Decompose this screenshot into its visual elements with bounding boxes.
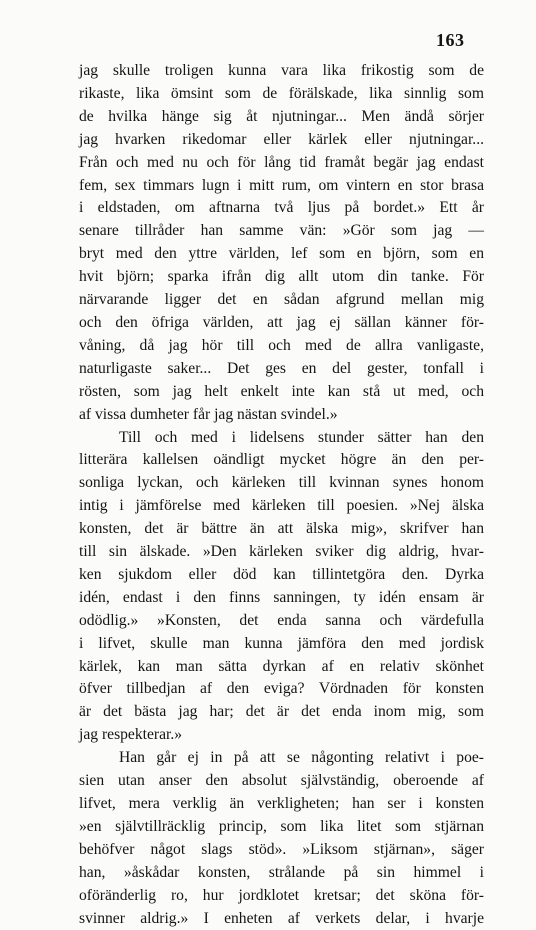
text-line: bryt med den yttre världen, lef som en björn, som en [79, 245, 484, 263]
text-line: kärlek, kan man sätta dyrkan af en relativ skönhet [79, 657, 484, 675]
text-line: jag skulle troligen kunna vara lika frikostig som de [79, 62, 484, 79]
text-line: konsten, det är bättre än att älska mig», skrifver han [79, 520, 484, 538]
text-line: Han går ej in på att se någonting relativt i poe- [119, 749, 484, 767]
text-line: i eldstaden, om aftnarna två ljus på bordet.» Ett år [79, 199, 484, 217]
text-line: odödlig.» »Konsten, det enda sanna och värdefulla [79, 611, 484, 629]
text-line: ken sjukdom eller död kan tillintetgöra den. Dyrka [79, 565, 484, 583]
text-line: rösten, som jag helt enkelt inte kan stå ut med, och [79, 382, 484, 400]
text-line: och den öfriga världen, att jag ej sällan känner för- [79, 313, 484, 331]
text-line: han, »åskådar konsten, strålande på sin himmel i [79, 863, 484, 881]
text-line: är det bästa jag har; det är det enda inom mig, som [79, 703, 484, 721]
text-line: litterära kallelsen oändligt mycket högre än den per- [79, 451, 484, 469]
text-line: de hvilka hänge sig åt njutningar... Men ändå sörjer [79, 107, 484, 125]
text-line: sien utan anser den absolut självständig, oberoende af [79, 772, 484, 790]
text-line: hvit björn; sparka ifrån dig allt utom din tanke. För [79, 268, 484, 286]
text-line: fem, sex timmars lugn i mitt rum, om vintern en stor brasa [79, 176, 484, 194]
text-line: idén, endast i den finns sanningen, ty idén ensam är [79, 588, 484, 606]
text-line: Från och med nu och för lång tid framåt begär jag endast [79, 153, 484, 171]
text-line: »en självtillräcklig princip, som lika litet som stjärnan [79, 817, 484, 835]
text-line: rikaste, lika ömsint som de förälskade, lika sinnlig som [79, 84, 484, 102]
text-line: intig i jämförelse med kärleken till poesien. »Nej älska [79, 497, 484, 515]
text-line: jag hvarken rikedomar eller kärlek eller njutningar... [79, 130, 484, 148]
text-line: svinner aldrig.» I enheten af verkets delar, i hvarje [79, 909, 484, 927]
text-line: öfver tillbedjan af den eviga? Vördnaden för konsten [79, 680, 484, 698]
page-number: 163 [436, 30, 465, 50]
text-line: i lifvet, skulle man kunna jämföra den med jordisk [79, 634, 484, 652]
text-line: jag respekterar.» [79, 726, 183, 744]
text-line: till sin älskade. »Den kärleken sviker dig aldrig, hvar- [79, 543, 484, 561]
text-line: Till och med i lidelsens stunder sätter han den [119, 428, 484, 446]
text-line: af vissa dumheter får jag nästan svindel.» [79, 405, 338, 423]
text-line: naturligaste saker... Det ges en del gester, tonfall i [79, 359, 484, 377]
text-line: oföränderlig ro, hur jordklotet kretsar; det sköna för- [79, 886, 484, 904]
text-line: lifvet, mera verklig än verkligheten; han ser i konsten [79, 795, 484, 812]
text-line: närvarande ligger det en sådan afgrund mellan mig [79, 291, 484, 309]
body-text [79, 60, 484, 930]
text-line: behöfver något slags stöd». »Liksom stjärnan», säger [79, 840, 484, 858]
text-line: senare tillråder han samme vän: »Gör som jag — [79, 222, 484, 240]
text-line: våning, då jag hör till och med de allra vanligaste, [79, 336, 484, 354]
text-line: sonliga lyckan, och kärleken till kvinnan synes honom [79, 474, 484, 492]
